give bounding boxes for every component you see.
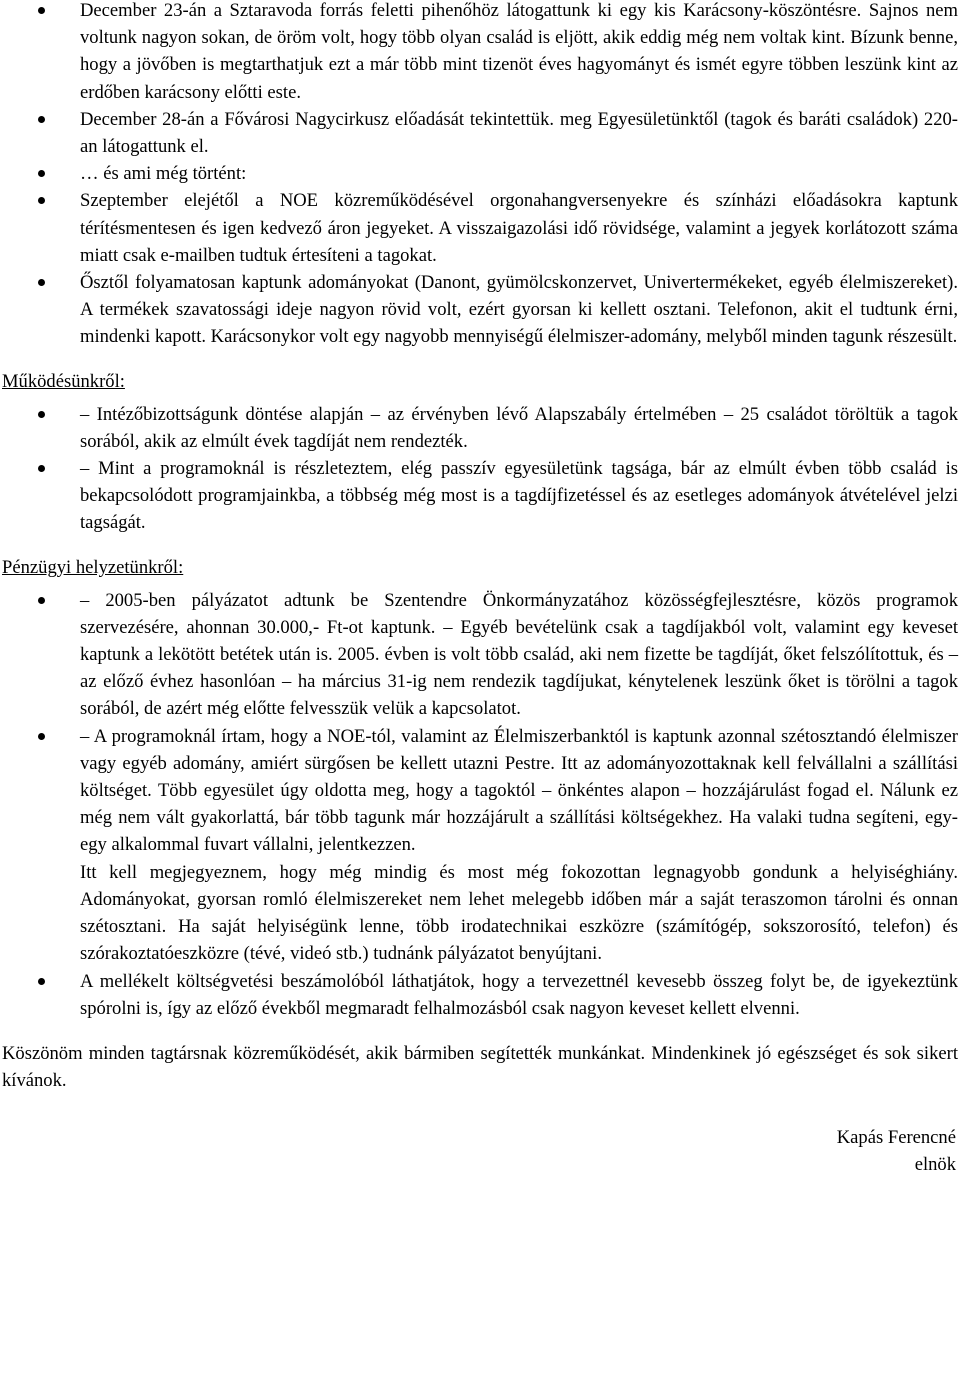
signature-name: Kapás Ferencné — [836, 1127, 956, 1149]
bullet-icon — [38, 465, 45, 472]
list-item: … és ami még történt: — [0, 160, 960, 187]
list-item: December 23-án a Sztaravoda forrás feletti pihenőhöz látogattunk ki egy kis Karácsony-köszöntésre. Sajnos nem voltunk nagyon sokan, de öröm volt, hogy több olyan család is eljött, akik eddig még nem voltak kint. Bízunk benne, hogy a jövőben is megtarthatjuk ezt a már több mint tizenöt éves hagyományt és ismét egyre többen leszünk kint az erdőben karácsony előtti este. — [0, 0, 960, 106]
bullet-icon — [38, 597, 45, 604]
finances-heading: Pénzügyi helyzetünkről: — [2, 556, 184, 578]
bullet-icon — [38, 197, 45, 204]
bullet-icon — [38, 978, 45, 985]
bullet-icon — [38, 733, 45, 740]
operations-heading: Működésünkről: — [2, 370, 125, 392]
bullet-icon — [38, 411, 45, 418]
events-list — [0, 0, 960, 351]
signature-title: elnök — [914, 1154, 956, 1176]
bullet-icon — [38, 279, 45, 286]
list-item: Ősztől folyamatosan kaptunk adományokat (Danont, gyümölcskonzervet, Univertermékeket, egyéb élelmiszereket). A termékek szavatossági ideje nagyon rövid volt, ezért gyorsan ki kellett osztani. Telefonon, akit el tudtunk érni, mindenki kapott. Karácsonykor volt egy nagyobb mennyiségű élelmiszer-adomány, melyből minden tagunk részesült. — [0, 269, 960, 351]
closing-paragraph: Köszönöm minden tagtársnak közreműködését, akik bármiben segítették munkánkat. Mindenkinek jó egészséget és sok sikert kívánok. — [2, 1042, 958, 1092]
list-item: – Intézőbizottságunk döntése alapján – az érvényben lévő Alapszabály értelmében – 25 családot töröltük a tagok sorából, akik az elmúlt évek tagdíját nem rendezték. — [0, 401, 960, 455]
bullet-icon — [38, 170, 45, 177]
list-item: December 28-án a Fővárosi Nagycirkusz előadását tekintettük. meg Egyesületünktől (tagok és baráti családok) 220-an látogattunk el. — [0, 106, 960, 160]
finances-list — [0, 587, 960, 1022]
bullet-icon — [38, 7, 45, 14]
operations-list — [0, 401, 960, 537]
list-item: A mellékelt költségvetési beszámolóból láthatjátok, hogy a tervezettnél kevesebb összeg folyt be, de igyekeztünk spórolni is, így az előző évekből megmaradt felhalmozásból csak nagyon keveset kellett elvenni. — [0, 968, 960, 1022]
list-item: – 2005-ben pályázatot adtunk be Szentendre Önkormányzatához közösségfejlesztésre, közös programok szervezésére, ahonnan 30.000,- Ft-ot kaptunk. – Egyéb bevételünk csak a tagdíjakból volt, valamint egy keveset kaptunk a lekötött betétek után is. 2005. évben is volt több család, aki nem fizette be tagdíját, őket felszólítottuk, és – az előző évhez hasonlóan – ha március 31-ig nem rendezik tagdíjukat, kénytelenek leszünk őket is törölni a tagok sorából, de azért még előtte felvesszük velük a kapcsolatot. — [0, 587, 960, 723]
list-item: – A programoknál írtam, hogy a NOE-tól, valamint az Élelmiszerbanktól is kaptunk azonnal szétosztandó élelmiszer vagy egyéb adomány, amiért sürgősen be kellett utazni Pestre. Itt az adományozottaknak kell felvállalni a szállítási költséget. Több egyesület úgy oldotta meg, hogy a tagoktól – önkéntes alapon – hozzájárulást fogad el. Nálunk ez még nem vált gyakorlattá, bár több tagunk már hozzájárult a szállítási költségekhez. Ha valaki tudna segíteni, egy-egy alkalommal fuvart vállalni, jelentkezzen. Itt kell megjegyeznem, hogy még mindig és most még fokozottan legnagyobb gondunk a helyiséghiány. Adományokat, gyorsan romló élelmiszereket nem lehet melegebb időben már a saját teraszomon tárolni és onnan szétosztani. Ha saját helyiségünk lenne, több irodatechnikai eszközre (számítógép, sokszorosító, telefon) és szórakoztatóeszközre (tévé, videó stb.) tudnánk pályázatot benyújtani. — [0, 723, 960, 968]
list-item: – Mint a programoknál is részleteztem, elég passzív egyesületünk tagsága, bár az elmúlt évben több család is bekapcsolódott programjainkba, a többség még most is a tagdíjfizetéssel és az esetleges adományok átvételével jelzi tagságát. — [0, 455, 960, 537]
list-item: Szeptember elejétől a NOE közreműködésével orgonahangversenyekre és színházi előadásokra kaptunk térítésmentesen és igen kedvező áron jegyeket. A visszaigazolási idő rövidsége, valamint a jegyek korlátozott száma miatt csak e-mailben tudtuk értesíteni a tagokat. — [0, 187, 960, 269]
bullet-icon — [38, 116, 45, 123]
signature-block — [0, 1124, 958, 1178]
